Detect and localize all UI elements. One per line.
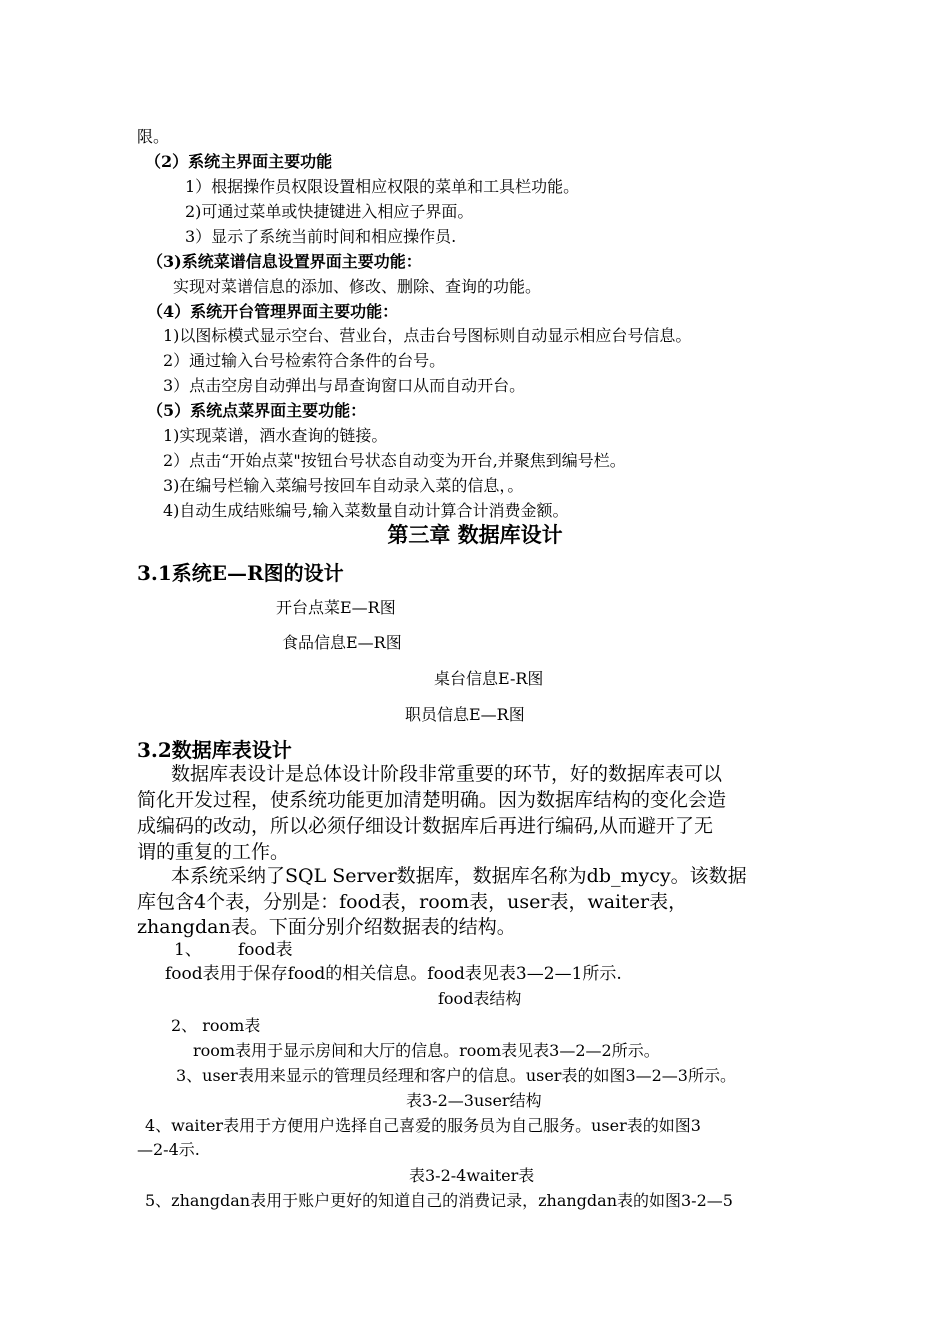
list-item: 3)在编号栏输入菜编号按回车自动录入菜的信息，。 xyxy=(163,476,524,495)
paragraph-line: 简化开发过程，使系统功能更加清楚明确。因为数据库结构的变化会造 xyxy=(137,789,727,811)
list-item: 3）显示了系统当前时间和相应操作员. xyxy=(185,227,457,246)
table-description: 3、user表用来显示的管理员经理和客户的信息。user表的如图3—2—3所示。 xyxy=(176,1066,736,1085)
paragraph-line: 本系统采纳了SQL Server数据库，数据库名称为db_mycy。该数据 xyxy=(171,865,747,887)
paragraph-line: zhangdan表。下面分别介绍数据表的结构。 xyxy=(137,916,516,938)
figure-caption: 开台点菜E—R图 xyxy=(276,598,396,617)
table-description: 4、waiter表用于方便用户选择自己喜爱的服务员为自己服务。user表的如图3 xyxy=(145,1116,701,1135)
table-caption: 表3-2—3user结构 xyxy=(406,1091,542,1110)
table-description: room表用于显示房间和大厅的信息。room表见表3—2—2所示。 xyxy=(193,1041,660,1060)
table-caption: food表结构 xyxy=(438,989,522,1008)
table-description: 5、zhangdan表用于账户更好的知道自己的消费记录，zhangdan表的如图3-2—5 xyxy=(145,1191,733,1210)
list-item: 1）根据操作员权限设置相应权限的菜单和工具栏功能。 xyxy=(185,177,580,196)
function-heading: （4）系统开台管理界面主要功能： xyxy=(147,302,399,321)
list-item: 4)自动生成结账编号,输入菜数量自动计算合计消费金额。 xyxy=(163,501,569,520)
body-text-line: 限。 xyxy=(137,127,170,146)
paragraph-line: 谓的重复的工作。 xyxy=(137,841,290,863)
section-title: 3.1系统E—R图的设计 xyxy=(137,561,344,585)
paragraph-line: 库包含4个表，分别是：food表，room表，user表，waiter表， xyxy=(137,891,688,913)
list-item: 2）通过输入台号检索符合条件的台号。 xyxy=(163,351,446,370)
body-text-line: 实现对菜谱信息的添加、修改、删除、查询的功能。 xyxy=(173,277,542,296)
figure-caption: 职员信息E—R图 xyxy=(405,705,525,724)
paragraph-line: 成编码的改动，所以必须仔细设计数据库后再进行编码,从而避开了无 xyxy=(137,815,714,837)
function-heading: （3)系统菜谱信息设置界面主要功能： xyxy=(147,252,422,271)
figure-caption: 桌台信息E-R图 xyxy=(434,669,544,688)
list-item: 3）点击空房自动弹出与昂查询窗口从而自动开台。 xyxy=(163,376,526,395)
figure-caption: 食品信息E—R图 xyxy=(282,633,402,652)
chapter-title: 第三章 数据库设计 xyxy=(387,522,563,547)
table-name: food表 xyxy=(238,940,293,960)
list-item: 1)实现菜谱，酒水查询的链接。 xyxy=(163,426,388,445)
table-description: food表用于保存food的相关信息。food表见表3—2—1所示. xyxy=(165,964,622,984)
function-heading: （5）系统点菜界面主要功能： xyxy=(147,401,367,420)
function-heading: （2）系统主界面主要功能 xyxy=(145,152,333,171)
table-description: —2-4示. xyxy=(137,1140,200,1159)
table-caption: 表3-2-4waiter表 xyxy=(409,1166,535,1185)
list-item: 1)以图标模式显示空台、营业台，点击台号图标则自动显示相应台号信息。 xyxy=(163,326,692,345)
list-item: 2)可通过菜单或快捷键进入相应子界面。 xyxy=(185,202,474,221)
table-heading: 2、 room表 xyxy=(171,1016,261,1035)
table-number: 1、 xyxy=(174,940,202,960)
paragraph-line: 数据库表设计是总体设计阶段非常重要的环节，好的数据库表可以 xyxy=(171,763,723,785)
list-item: 2）点击“开始点菜"按钮台号状态自动变为开台,并聚焦到编号栏。 xyxy=(163,451,626,470)
section-title: 3.2数据库表设计 xyxy=(137,738,292,762)
